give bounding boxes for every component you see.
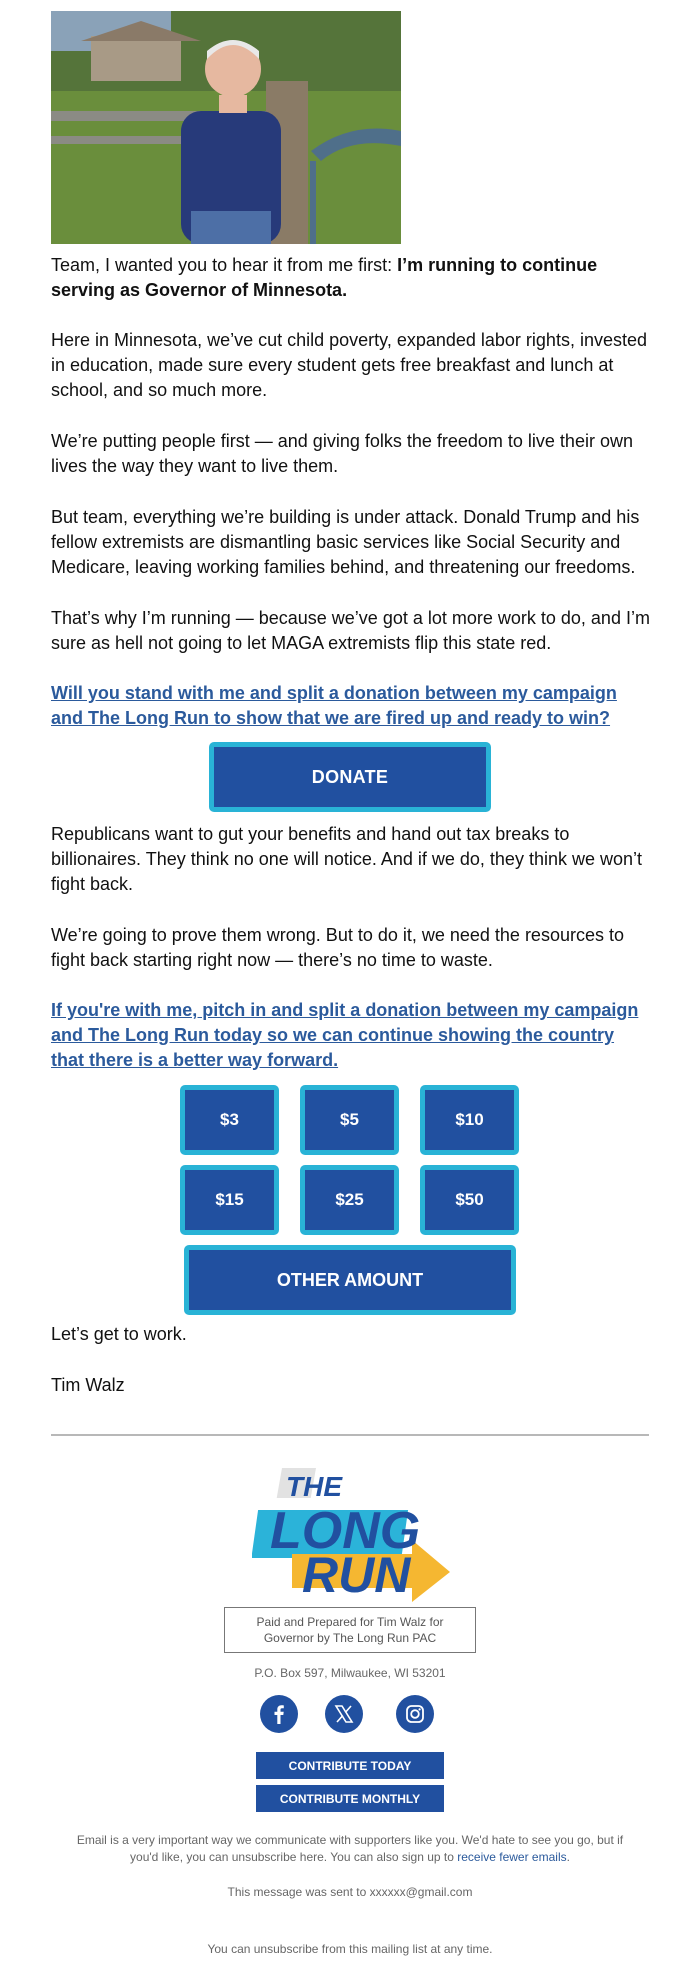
- mailing-address: P.O. Box 597, Milwaukee, WI 53201: [254, 1666, 446, 1680]
- email-notice-text: Email is a very important way we communicate with supporters like you. We'd hate to see you go, but if you'd like, you can unsubscribe here. You can also sign up to: [76, 1833, 624, 1864]
- logo-line-1: THE: [286, 1471, 342, 1502]
- amount-button-5[interactable]: $5: [300, 1085, 399, 1155]
- receive-fewer-emails-link[interactable]: receive fewer emails: [457, 1850, 567, 1864]
- amount-button-3[interactable]: $3: [180, 1085, 279, 1155]
- paid-for-text: Paid and Prepared for Tim Walz for Governor by The Long Run PAC: [256, 1615, 444, 1645]
- facebook-icon[interactable]: [260, 1695, 298, 1733]
- facebook-glyph: [269, 1704, 289, 1724]
- intro-paragraph: [51, 253, 651, 303]
- amount-button-50[interactable]: $50: [420, 1165, 519, 1235]
- long-run-logo: [252, 1468, 450, 1602]
- contribute-monthly-button[interactable]: CONTRIBUTE MONTHLY: [256, 1785, 444, 1812]
- closing-line: Let’s get to work.: [51, 1324, 187, 1344]
- footer-divider: [51, 1434, 649, 1436]
- paid-for-disclaimer: [224, 1607, 476, 1653]
- body-paragraph-3: But team, everything we’re building is under attack. Donald Trump and his fellow extremists are dismantling basic services like Social Security and Medicare, leaving working families behind, and threatening our freedoms.: [51, 507, 640, 577]
- intro-bold: I’m running to continue serving as Governor of Minnesota.: [51, 255, 598, 300]
- body-paragraph-1: Here in Minnesota, we’ve cut child poverty, expanded labor rights, invested in education, made sure every student gets free breakfast and lunch at school, and so much more.: [51, 330, 647, 400]
- amount-button-25[interactable]: $25: [300, 1165, 399, 1235]
- long-run-logo-graphic: [252, 1468, 450, 1602]
- donate-button[interactable]: DONATE: [209, 742, 491, 812]
- hero-photo: [51, 11, 401, 244]
- donation-link-1[interactable]: Will you stand with me and split a donation between my campaign and The Long Run to show that we are fired up and ready to win?: [51, 683, 617, 728]
- email-notice: [70, 1832, 630, 1866]
- unsubscribe-notice: You can unsubscribe from this mailing list at any time.: [207, 1942, 493, 1956]
- other-amount-button[interactable]: OTHER AMOUNT: [184, 1245, 516, 1315]
- body-paragraph-4: That’s why I’m running — because we’ve got a lot more work to do, and I’m sure as hell not going to let MAGA extremists flip this state red.: [51, 608, 650, 653]
- x-glyph: [334, 1704, 354, 1724]
- instagram-glyph: [405, 1704, 425, 1724]
- logo-line-3: RUN: [302, 1547, 411, 1602]
- x-icon[interactable]: [325, 1695, 363, 1733]
- amount-button-15[interactable]: $15: [180, 1165, 279, 1235]
- instagram-icon[interactable]: [396, 1695, 434, 1733]
- signature: Tim Walz: [51, 1375, 125, 1395]
- contribute-today-button[interactable]: CONTRIBUTE TODAY: [256, 1752, 444, 1779]
- hero-photo-illustration: [51, 11, 401, 244]
- intro-lead: Team, I wanted you to hear it from me first:: [51, 255, 398, 275]
- donation-link-2[interactable]: If you're with me, pitch in and split a donation between my campaign and The Long Run today so we can continue showing the country that there is a better way forward.: [51, 1000, 639, 1070]
- body-paragraph-6: We’re going to prove them wrong. But to do it, we need the resources to fight back starting right now — there’s no time to waste.: [51, 925, 624, 970]
- amount-button-10[interactable]: $10: [420, 1085, 519, 1155]
- sent-to-notice: This message was sent to xxxxxx@gmail.com: [227, 1885, 473, 1899]
- email-notice-end: .: [566, 1850, 570, 1864]
- body-paragraph-5: Republicans want to gut your benefits and hand out tax breaks to billionaires. They think no one will notice. And if we do, they think we won’t fight back.: [51, 824, 642, 894]
- body-paragraph-2: We’re putting people first — and giving folks the freedom to live their own lives the way they want to live them.: [51, 431, 633, 476]
- logo-line-2: LONG: [270, 1502, 421, 1560]
